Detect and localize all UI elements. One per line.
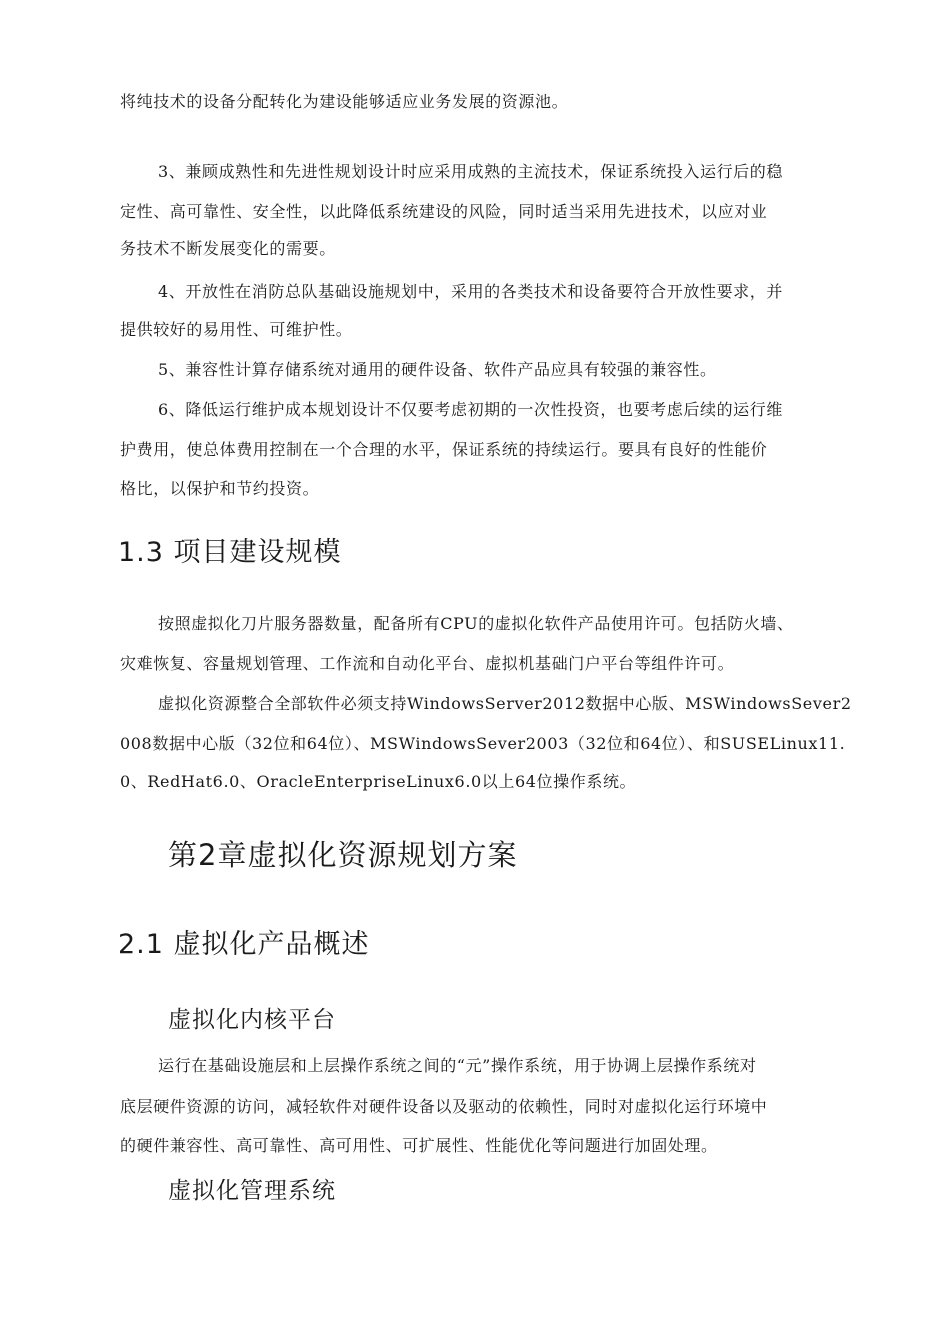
paragraph-line: 4、开放性在消防总队基础设施规划中，采用的各类技术和设备要符合开放性要求，并	[158, 282, 783, 301]
paragraph-line: 6、降低运行维护成本规划设计不仅要考虑初期的一次性投资，也要考虑后续的运行维	[158, 400, 783, 419]
paragraph-line: 虚拟化资源整合全部软件必须支持WindowsServer2012数据中心版、MSWindowsSever2	[158, 694, 852, 713]
paragraph-line: 将纯技术的设备分配转化为建设能够适应业务发展的资源池。	[120, 92, 569, 111]
paragraph-line: 运行在基础设施层和上层操作系统之间的“元”操作系统，用于协调上层操作系统对	[158, 1056, 757, 1075]
paragraph-line: 底层硬件资源的访问，减轻软件对硬件设备以及驱动的依赖性，同时对虚拟化运行环境中	[120, 1097, 768, 1116]
paragraph-line: 务技术不断发展变化的需要。	[120, 239, 336, 258]
paragraph-line: 定性、高可靠性、安全性，以此降低系统建设的风险，同时适当采用先进技术，以应对业	[120, 202, 768, 221]
paragraph-line: 5、兼容性计算存储系统对通用的硬件设备、软件产品应具有较强的兼容性。	[158, 360, 717, 379]
paragraph-line: 按照虚拟化刀片服务器数量，配备所有CPU的虚拟化软件产品使用许可。包括防火墙、	[158, 614, 794, 633]
paragraph-line: 格比，以保护和节约投资。	[120, 479, 320, 498]
paragraph-line: 灾难恢复、容量规划管理、工作流和自动化平台、虚拟机基础门户平台等组件许可。	[120, 654, 735, 673]
paragraph-line: 的硬件兼容性、高可靠性、高可用性、可扩展性、性能优化等问题进行加固处理。	[120, 1136, 718, 1155]
subsection-heading-management: 虚拟化管理系统	[168, 1178, 336, 1204]
paragraph-line: 提供较好的易用性、可维护性。	[120, 320, 353, 339]
paragraph-line: 008数据中心版（32位和64位）、MSWindowsSever2003（32位和64位）、和SUSELinux11.	[120, 734, 846, 753]
paragraph-line: 0、RedHat6.0、OracleEnterpriseLinux6.0以上64位操作系统。	[120, 772, 637, 791]
chapter-heading-2: 第2章虚拟化资源规划方案	[168, 838, 518, 872]
subsection-heading-kernel: 虚拟化内核平台	[168, 1007, 336, 1033]
section-heading-2-1: 2.1 虚拟化产品概述	[118, 929, 370, 960]
paragraph-line: 3、兼顾成熟性和先进性规划设计时应采用成熟的主流技术，保证系统投入运行后的稳	[158, 162, 783, 181]
section-heading-1-3: 1.3 项目建设规模	[118, 537, 342, 568]
paragraph-line: 护费用，使总体费用控制在一个合理的水平，保证系统的持续运行。要具有良好的性能价	[120, 440, 768, 459]
